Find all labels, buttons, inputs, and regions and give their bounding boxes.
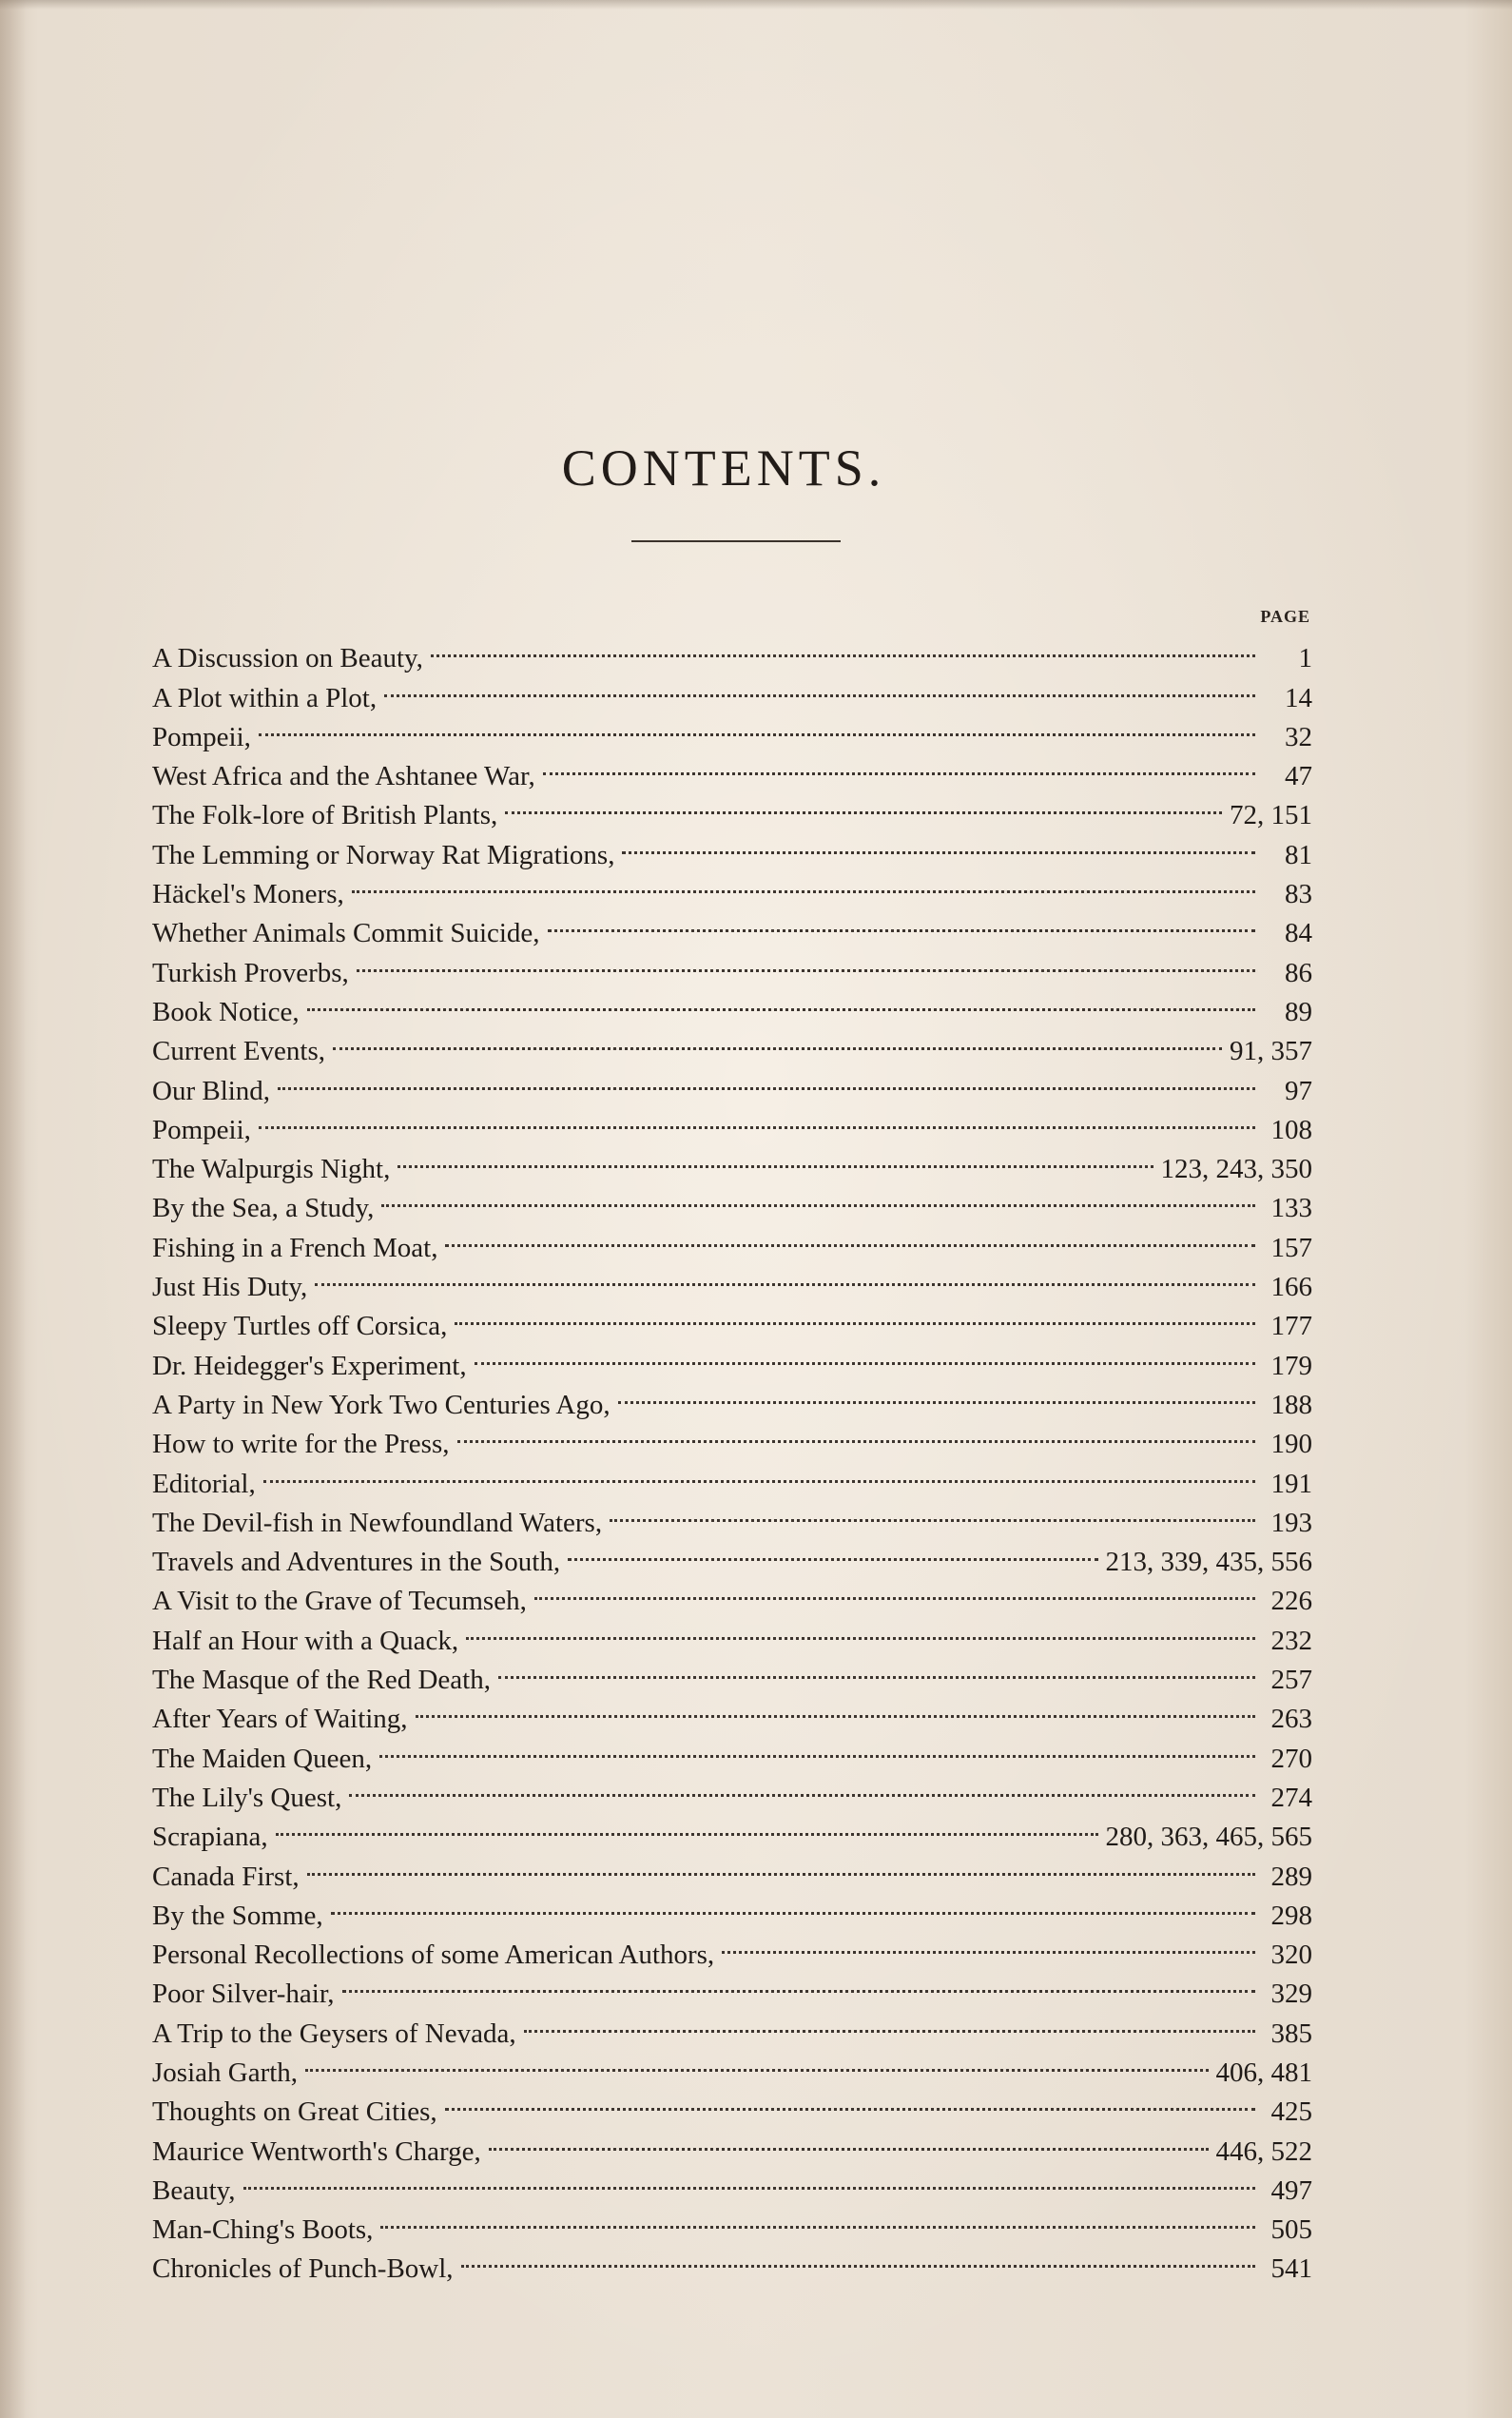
dot-leader — [397, 1139, 1153, 1178]
entry-page-numbers: 84 — [1285, 918, 1312, 949]
dot-leader — [331, 1885, 1255, 1924]
dot-leader — [307, 1845, 1255, 1884]
dot-leader — [489, 2120, 1209, 2159]
entry-page-numbers: 133 — [1270, 1193, 1312, 1224]
contents-entry — [152, 2081, 1312, 2128]
dot-leader — [543, 746, 1255, 785]
entry-title: Poor Silver-hair, — [152, 1979, 335, 2010]
contents-entry — [152, 1845, 1312, 1892]
entry-page-numbers: 385 — [1270, 2018, 1312, 2049]
dot-leader — [263, 1453, 1255, 1492]
entry-title: The Lemming or Norway Rat Migrations, — [152, 839, 615, 870]
entry-page-numbers: 298 — [1270, 1900, 1312, 1931]
entry-title: Fishing in a French Moat, — [152, 1232, 438, 1263]
contents-entry — [152, 1060, 1312, 1106]
dot-leader — [505, 785, 1222, 824]
entry-page-numbers: 157 — [1270, 1232, 1312, 1263]
entry-page-numbers: 1 — [1298, 643, 1312, 674]
entry-title: Editorial, — [152, 1468, 256, 1499]
dot-leader — [445, 1217, 1255, 1256]
entry-title: Our Blind, — [152, 1075, 271, 1106]
contents-entry — [152, 2199, 1312, 2246]
entry-page-numbers: 193 — [1270, 1507, 1312, 1538]
contents-entry — [152, 1257, 1312, 1303]
dot-leader — [381, 1178, 1255, 1217]
entry-title: A Visit to the Grave of Tecumseh, — [152, 1586, 527, 1617]
entry-title: By the Somme, — [152, 1900, 323, 1931]
entry-title: Book Notice, — [152, 996, 300, 1027]
entry-page-numbers: 83 — [1285, 879, 1312, 910]
dot-leader — [352, 864, 1255, 903]
entry-page-numbers: 497 — [1270, 2174, 1312, 2206]
dot-leader — [333, 1021, 1222, 1060]
entry-page-numbers: 425 — [1270, 2096, 1312, 2128]
entry-page-numbers: 289 — [1270, 1861, 1312, 1892]
entry-title: Pompeii, — [152, 721, 251, 752]
contents-entry — [152, 982, 1312, 1027]
entry-page-numbers: 179 — [1270, 1350, 1312, 1381]
dot-leader — [618, 1375, 1255, 1414]
entry-page-numbers: 541 — [1270, 2253, 1312, 2285]
contents-entry — [152, 1806, 1312, 1853]
contents-entry — [152, 628, 1312, 674]
dot-leader — [259, 707, 1255, 746]
dot-leader — [534, 1570, 1255, 1609]
dot-leader — [622, 824, 1255, 863]
dot-leader — [461, 2238, 1255, 2277]
entry-page-numbers: 108 — [1270, 1114, 1312, 1145]
entry-title: The Maiden Queen, — [152, 1743, 373, 1774]
entry-title: A Discussion on Beauty, — [152, 643, 423, 674]
page-column-label: PAGE — [1260, 607, 1310, 626]
dot-leader — [380, 2199, 1255, 2238]
entry-title: Chronicles of Punch-Bowl, — [152, 2253, 454, 2285]
entry-title: The Walpurgis Night, — [152, 1154, 391, 1185]
dot-leader — [455, 1296, 1255, 1335]
page-gutter-shadow — [0, 0, 27, 2418]
dot-leader — [305, 2042, 1208, 2081]
entry-title: The Folk-lore of British Plants, — [152, 800, 498, 831]
entry-page-numbers: 406, 481 — [1215, 2057, 1312, 2088]
entry-page-numbers: 81 — [1285, 839, 1312, 870]
contents-entry — [152, 1492, 1312, 1538]
entry-page-numbers: 213, 339, 435, 556 — [1105, 1547, 1312, 1578]
entry-title: A Plot within a Plot, — [152, 682, 378, 713]
entry-title: The Devil-fish in Newfoundland Waters, — [152, 1507, 603, 1538]
contents-entry — [152, 1453, 1312, 1499]
contents-entry — [152, 1885, 1312, 1931]
entry-page-numbers: 226 — [1270, 1586, 1312, 1617]
dot-leader — [349, 1767, 1255, 1806]
entry-page-numbers: 123, 243, 350 — [1160, 1154, 1312, 1185]
entry-page-numbers: 97 — [1285, 1075, 1312, 1106]
contents-entry — [152, 746, 1312, 792]
dot-leader — [610, 1492, 1255, 1531]
entry-title: Half an Hour with a Quack, — [152, 1625, 459, 1656]
entry-page-numbers: 280, 363, 465, 565 — [1105, 1822, 1312, 1853]
entry-title: Scrapiana, — [152, 1822, 268, 1853]
dot-leader — [568, 1531, 1097, 1570]
entry-page-numbers: 257 — [1270, 1665, 1312, 1696]
entry-title: West Africa and the Ashtanee War, — [152, 761, 535, 792]
entry-page-numbers: 188 — [1270, 1389, 1312, 1420]
entry-page-numbers: 320 — [1270, 1940, 1312, 1971]
dot-leader — [357, 942, 1255, 981]
contents-entry — [152, 1924, 1312, 1971]
entry-title: The Lily's Quest, — [152, 1782, 342, 1813]
entry-page-numbers: 329 — [1270, 1979, 1312, 2010]
entry-title: Man-Ching's Boots, — [152, 2214, 374, 2246]
page-top-edge-shadow — [0, 0, 1512, 10]
entry-title: Whether Animals Commit Suicide, — [152, 918, 540, 949]
entry-title: Sleepy Turtles off Corsica, — [152, 1311, 448, 1342]
entry-page-numbers: 232 — [1270, 1625, 1312, 1656]
dot-leader — [243, 2160, 1255, 2199]
entry-page-numbers: 190 — [1270, 1429, 1312, 1460]
entry-page-numbers: 166 — [1270, 1272, 1312, 1303]
entry-title: Personal Recollections of some American Authors, — [152, 1940, 715, 1971]
entry-page-numbers: 32 — [1285, 721, 1312, 752]
contents-entry — [152, 1100, 1312, 1145]
entry-title: By the Sea, a Study, — [152, 1193, 375, 1224]
dot-leader — [548, 903, 1255, 942]
entry-page-numbers: 14 — [1285, 682, 1312, 713]
entry-title: Current Events, — [152, 1036, 326, 1067]
contents-entry — [152, 1296, 1312, 1342]
contents-entry — [152, 2042, 1312, 2088]
dot-leader — [384, 667, 1255, 706]
entry-page-numbers: 86 — [1285, 957, 1312, 988]
entry-page-numbers: 177 — [1270, 1311, 1312, 1342]
entry-title: Häckel's Moners, — [152, 879, 344, 910]
entry-title: After Years of Waiting, — [152, 1704, 408, 1735]
entry-title: Dr. Heidegger's Experiment, — [152, 1350, 467, 1381]
dot-leader — [498, 1649, 1255, 1688]
dot-leader — [259, 1100, 1255, 1139]
entry-page-numbers: 270 — [1270, 1743, 1312, 1774]
page-title: CONTENTS. — [561, 439, 886, 497]
contents-entry — [152, 1139, 1312, 1185]
entry-title: Turkish Proverbs, — [152, 957, 349, 988]
show-through-text — [666, 181, 675, 238]
entry-page-numbers: 72, 151 — [1230, 800, 1312, 831]
entry-title: A Trip to the Geysers of Nevada, — [152, 2018, 516, 2049]
dot-leader — [475, 1335, 1255, 1374]
entry-title: Maurice Wentworth's Charge, — [152, 2135, 481, 2167]
entry-title: Travels and Adventures in the South, — [152, 1547, 561, 1578]
entry-page-numbers: 89 — [1285, 996, 1312, 1027]
contents-entry — [152, 707, 1312, 752]
entry-title: Canada First, — [152, 1861, 300, 1892]
contents-list — [152, 628, 1312, 2285]
dot-leader — [315, 1257, 1255, 1296]
contents-entry — [152, 1021, 1312, 1067]
entry-page-numbers: 263 — [1270, 1704, 1312, 1735]
contents-entry — [152, 2160, 1312, 2206]
title-rule — [631, 540, 841, 542]
entry-title: Josiah Garth, — [152, 2057, 299, 2088]
entry-title: The Masque of the Red Death, — [152, 1665, 491, 1696]
dot-leader — [466, 1609, 1255, 1648]
dot-leader — [457, 1414, 1255, 1453]
dot-leader — [416, 1688, 1255, 1727]
entry-page-numbers: 274 — [1270, 1782, 1312, 1813]
dot-leader — [431, 628, 1255, 667]
entry-page-numbers: 91, 357 — [1230, 1036, 1312, 1067]
entry-title: Pompeii, — [152, 1114, 251, 1145]
dot-leader — [342, 1963, 1255, 2002]
dot-leader — [445, 2081, 1255, 2120]
dot-leader — [379, 1727, 1255, 1766]
entry-title: How to write for the Press, — [152, 1429, 450, 1460]
entry-page-numbers: 446, 522 — [1215, 2135, 1312, 2167]
dot-leader — [276, 1806, 1098, 1845]
entry-page-numbers: 47 — [1285, 761, 1312, 792]
dot-leader — [278, 1060, 1255, 1099]
entry-page-numbers: 505 — [1270, 2214, 1312, 2246]
dot-leader — [307, 982, 1255, 1021]
entry-title: Thoughts on Great Cities, — [152, 2096, 437, 2128]
entry-page-numbers: 191 — [1270, 1468, 1312, 1499]
entry-title: A Party in New York Two Centuries Ago, — [152, 1389, 611, 1420]
entry-title: Just His Duty, — [152, 1272, 308, 1303]
dot-leader — [722, 1924, 1255, 1963]
entry-title: Beauty, — [152, 2174, 236, 2206]
dot-leader — [524, 2002, 1255, 2041]
